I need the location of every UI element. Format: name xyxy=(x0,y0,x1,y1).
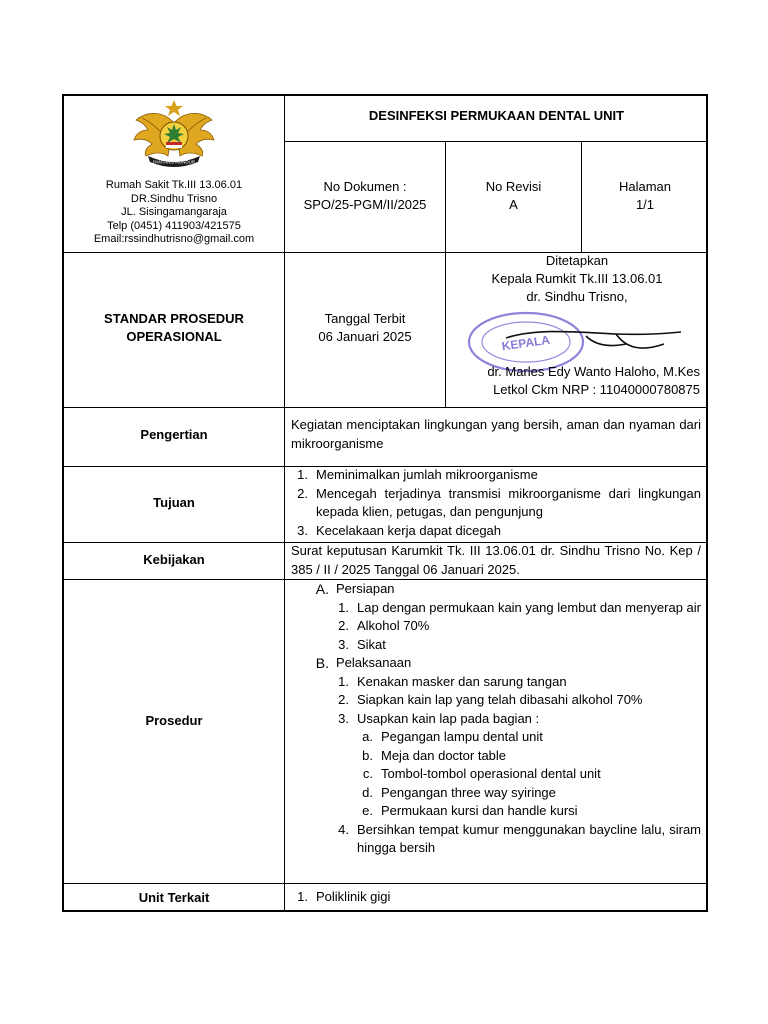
unit-terkait-item: Poliklinik gigi xyxy=(316,889,391,904)
hospital-director: DR.Sindhu Trisno xyxy=(130,192,218,205)
approval-cell xyxy=(446,252,708,407)
list-item: e. Permukaan kursi dan handle kursi xyxy=(362,803,578,818)
row-divider xyxy=(64,883,708,884)
list-item: 2. Siapkan kain lap yang telah dibasahi alkohol 70% xyxy=(338,692,643,707)
list-item: 4. Bersihkan tempat kumur menggunakan baycline lalu, siram hingga bersih xyxy=(338,821,701,855)
hospital-info xyxy=(64,179,284,247)
column-divider xyxy=(284,96,285,912)
page-value: 1/1 xyxy=(635,197,655,212)
sop-document xyxy=(62,94,708,912)
row-divider xyxy=(64,407,708,408)
pengertian-text: Kegiatan menciptakan lingkungan yang bersih, aman dan nyaman dari mikroorganisme xyxy=(291,417,701,451)
prosedur-content xyxy=(291,580,701,858)
revision-label: No Revisi xyxy=(485,179,542,194)
list-item: 1. Meminimalkan jumlah mikroorganisme xyxy=(297,467,538,482)
list-item: b. Meja dan doctor table xyxy=(362,747,507,763)
list-item: 2. Mencegah terjadinya transmisi mikroorganisme dari lingkungan kepada klien, petugas, dan pengunjung xyxy=(297,485,701,519)
issued-date: 06 Januari 2025 xyxy=(318,329,412,344)
document-title: DESINFEKSI PERMUKAAN DENTAL UNIT xyxy=(368,108,625,123)
hospital-header-cell xyxy=(64,96,284,252)
procedure-group-a: A. Persiapan xyxy=(315,581,395,597)
approval-position: Kepala Rumkit Tk.III 13.06.01 xyxy=(491,271,663,286)
prosedur-label: Prosedur xyxy=(145,713,203,728)
signer-rank: Letkol Ckm NRP : 11040000780875 xyxy=(493,382,700,397)
sop-label: STANDAR PROSEDUR OPERASIONAL xyxy=(104,311,244,344)
list-item: d. Pengangan three way syiringe xyxy=(362,784,556,800)
list-item: 3. Sikat xyxy=(338,636,386,652)
approval-name: dr. Sindhu Trisno, xyxy=(526,289,628,304)
tujuan-label: Tujuan xyxy=(153,495,195,510)
list-item: 2. Alkohol 70% xyxy=(338,618,430,633)
list-item: 3. Usapkan kain lap pada bagian : xyxy=(338,710,540,726)
signer-block xyxy=(487,363,700,399)
procedure-group-b: B. Pelaksanaan xyxy=(315,655,412,671)
hospital-name: Rumah Sakit Tk.III 13.06.01 xyxy=(105,179,243,191)
hospital-emblem-logo xyxy=(128,98,220,170)
hospital-phone: Telp (0451) 411903/421575 xyxy=(107,219,241,232)
approval-text xyxy=(446,252,708,306)
kebijakan-text: Surat keputusan Karumkit Tk. III 13.06.01 dr. Sindhu Trisno No. Kep / 385 / II / 2025 Tanggal 06 Januari 2025. xyxy=(291,543,701,577)
list-item: 1. Kenakan masker dan sarung tangan xyxy=(338,673,567,689)
doc-number-cell xyxy=(285,178,445,214)
hospital-address: JL. Sisingamangaraja xyxy=(121,206,227,218)
approval-title: Ditetapkan xyxy=(545,253,609,268)
tujuan-list xyxy=(291,466,701,540)
unit-terkait-label: Unit Terkait xyxy=(138,890,210,905)
list-item: 1. Lap dengan permukaan kain yang lembut dan menyerap air xyxy=(338,599,702,615)
list-item: 1. Poliklinik gigi xyxy=(291,888,701,907)
doc-number-label: No Dokumen : xyxy=(323,179,407,194)
revision-value: A xyxy=(509,197,518,212)
issued-date-cell xyxy=(285,310,445,346)
kebijakan-label: Kebijakan xyxy=(143,552,205,567)
svg-text:KEPALA: KEPALA xyxy=(500,332,551,354)
doc-number: SPO/25-PGM/II/2025 xyxy=(303,197,427,212)
list-item: a. Pegangan lampu dental unit xyxy=(362,729,543,744)
row-divider xyxy=(285,141,708,142)
page-label: Halaman xyxy=(618,179,672,194)
hospital-email: Email:rssindhutrisno@gmail.com xyxy=(93,233,255,245)
pengertian-label: Pengertian xyxy=(140,427,208,442)
signer-name: dr. Marles Edy Wanto Haloho, M.Kes xyxy=(487,364,700,379)
revision-cell xyxy=(446,178,581,214)
issued-label: Tanggal Terbit xyxy=(324,311,406,326)
list-item: c. Tombol-tombol operasional dental unit xyxy=(362,766,601,781)
list-item: 3. Kecelakaan kerja dapat dicegah xyxy=(297,522,502,538)
page-cell xyxy=(582,178,708,214)
svg-text:PANTANG MUNDUR: PANTANG MUNDUR xyxy=(152,159,196,165)
